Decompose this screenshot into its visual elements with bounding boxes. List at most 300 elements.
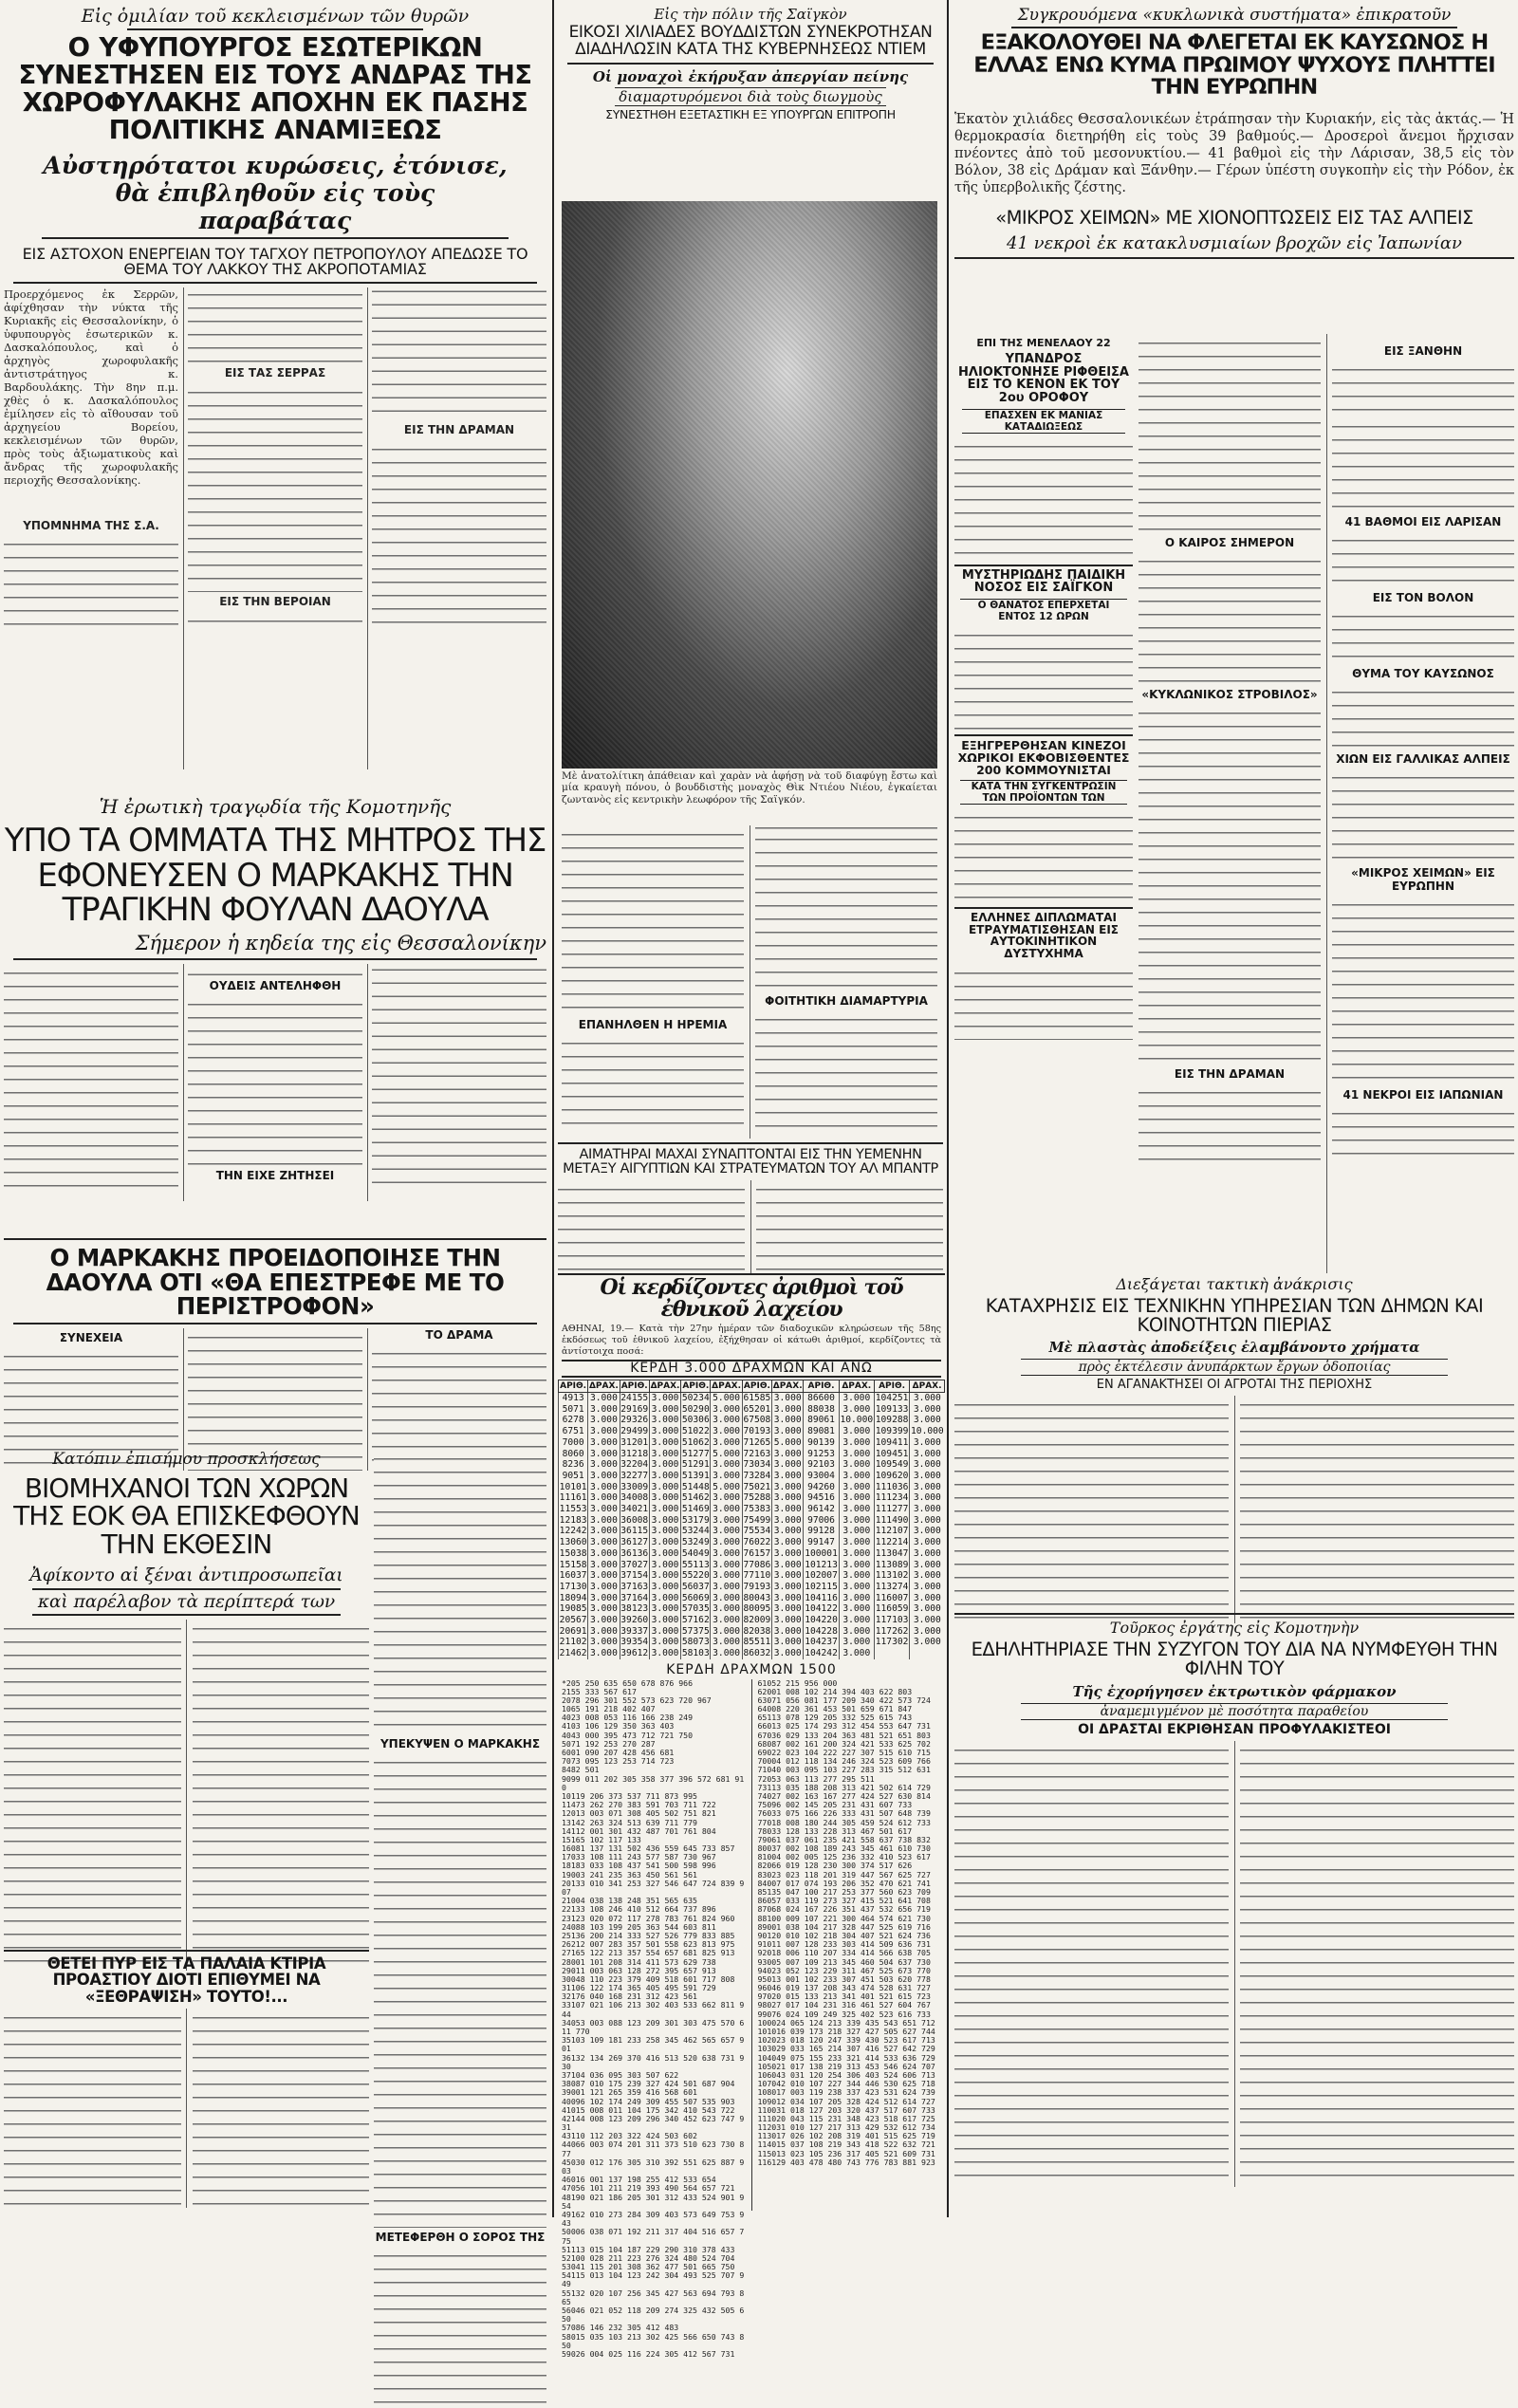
table-row (559, 1615, 945, 1626)
table-cell: 58103 (681, 1648, 710, 1659)
table-cell: 3.000 (649, 1404, 680, 1416)
table-cell: 3.000 (772, 1593, 804, 1604)
table-cell: 15038 (559, 1547, 587, 1559)
article-text-lines (372, 440, 546, 630)
lottery-table-3000 (558, 1380, 945, 1659)
table-cell: 50290 (681, 1403, 710, 1415)
table-cell: 50234 (681, 1392, 710, 1403)
table-cell: 21462 (559, 1648, 587, 1659)
article-body (562, 825, 937, 1139)
article-komotini-poisoning (954, 1613, 1514, 2187)
table-cell: 10101 (559, 1481, 587, 1492)
article-text-lines (755, 830, 937, 991)
subheadline: Ο ΘΑΝΑΤΟΣ ΕΠΕΡΧΕΤΑΙ ΕΝΤΟΣ 12 ΩΡΩΝ (960, 599, 1127, 622)
lottery-list-left: *205 250 635 650 678 876 966 2155 333 567 617 2078 296 301 552 573 623 720 967 1065 191 218 402 407 4023 008 053 116 166 238 249 4103 106 129 350 363 403 4043 000 395 473 712 721 750 5071 192 253 270 287 6001 090 207 428 456 681 7073 095 123 253 714 723 8482 501 9099 011 202 305 358 377 396 572 681 910 10119 206 373 537 711 873 995 11473 262 270 383 591 703 711 722 12013 003 071 308 405 502 751 821 13142 263 324 513 639 711 779 14112 001 301 432 487 701 761 804 15165 102 117 133 16081 137 131 502 436 559 645 733 857 17033 108 111 243 577 587 730 967 18183 033 108 437 541 500 598 996 19003 241 235 363 450 561 561 20133 010 341 253 327 546 647 724 839 907 21004 038 138 248 351 565 635 22133 108 246 410 512 664 737 896 23123 020 072 117 278 783 761 824 960 24088 103 199 205 363 544 603 811 25136 200 214 333 527 526 779 833 885 26212 007 283 357 501 558 623 813 975 27165 122 213 357 554 657 681 825 913 28001 101 208 314 411 573 629 738 29011 003 063 128 272 395 657 913 30048 110 223 379 409 518 601 717 808 31106 122 174 365 405 495 591 729 32176 040 168 231 312 423 561 33107 021 106 213 302 403 533 662 811 944 34053 003 088 123 209 301 303 475 570 611 770 35103 109 181 233 258 345 462 565 657 901 36132 134 269 370 416 513 520 638 731 930 37104 036 095 303 507 622 38087 010 175 239 327 424 501 687 904 39001 121 265 359 416 568 601 40096 102 174 249 309 455 507 535 903 41015 008 011 104 175 342 410 543 722 42144 008 123 209 296 340 452 623 747 931 43110 112 203 322 424 503 602 44066 003 074 201 311 373 510 623 730 877 45030 012 176 305 310 392 551 625 887 903 46016 001 137 198 255 412 533 654 47056 101 211 219 393 490 564 657 721 48190 021 186 205 301 312 433 524 901 954 49162 010 273 284 309 403 573 649 753 943 50006 038 071 192 211 317 404 516 657 775 51113 015 104 187 229 290 310 378 433 52100 028 211 223 276 324 480 524 704 53041 115 201 308 362 477 501 665 750 54115 013 104 123 242 304 493 525 707 949 55132 020 107 256 345 427 563 694 793 865 56046 021 052 118 209 274 325 432 505 650 57086 146 232 305 412 483 58015 035 103 213 302 425 566 650 743 850 59026 004 025 116 224 305 412 567 731 (562, 1677, 745, 2359)
table-cell: 77086 (743, 1559, 771, 1570)
table-row (559, 1392, 945, 1403)
section-head: 41 ΒΑΘΜΟΙ ΕΙΣ ΛΑΡΙΣΑΝ (1344, 515, 1502, 528)
table-cell: 3.000 (839, 1537, 874, 1548)
table-cell: 18094 (559, 1592, 587, 1603)
table-cell: 3.000 (839, 1626, 874, 1638)
boxed-briefs (954, 334, 1133, 1040)
table-cell: 109451 (875, 1448, 909, 1459)
table-cell: 3.000 (839, 1570, 874, 1582)
table-cell: 29169 (620, 1403, 649, 1415)
table-cell: 113102 (875, 1570, 909, 1582)
table-cell: 90139 (804, 1437, 839, 1449)
table-cell: 3.000 (772, 1504, 804, 1515)
subheadline: ἀναμεμιγμένον μὲ ποσότητα παραθείου (1021, 1703, 1448, 1720)
table-cell: 31218 (620, 1448, 649, 1459)
table-cell: 96142 (804, 1504, 839, 1515)
table-cell: 3.000 (588, 1582, 620, 1593)
subheadline: πρὸς ἐκτέλεσιν ἀνυπάρκτων ἔργων ὁδοποιίας (1021, 1359, 1448, 1376)
table-cell: 3.000 (910, 1537, 945, 1548)
table-cell: 3.000 (839, 1560, 874, 1571)
table-cell: 3.000 (772, 1404, 804, 1416)
table-cell: 36127 (620, 1537, 649, 1548)
article-text-lines (1332, 896, 1514, 1085)
table-cell: 3.000 (839, 1426, 874, 1437)
subheadline: Τῆς ἐχορήγησεν ἐκτρωτικὸν φάρμακον (1072, 1682, 1397, 1700)
table-cell: 24155 (620, 1392, 649, 1403)
table-cell: 117302 (875, 1637, 909, 1648)
col-header-amount: ΔΡΑΧ. (910, 1380, 945, 1392)
table-cell: 3.000 (910, 1603, 945, 1615)
table-cell: 117103 (875, 1615, 909, 1626)
table-cell: 3.000 (711, 1637, 742, 1648)
table-cell: 116059 (875, 1603, 909, 1615)
table-cell: 51391 (681, 1470, 710, 1481)
table-row (559, 1526, 945, 1537)
article-text-lines (1332, 531, 1514, 588)
table-cell: 29499 (620, 1426, 649, 1437)
article-eec-industrialists (4, 1450, 369, 1971)
table-cell: 3.000 (588, 1437, 620, 1449)
column-rule (751, 1679, 752, 2211)
table-cell: 51469 (681, 1504, 710, 1515)
table-cell: 55220 (681, 1570, 710, 1582)
table-cell: 3.000 (711, 1582, 742, 1593)
table-cell: 3.000 (839, 1637, 874, 1648)
table-cell: 3.000 (772, 1449, 804, 1460)
headline: ΒΙΟΜΗΧΑΝΟΙ ΤΩΝ ΧΩΡΩΝ ΤΗΣ ΕΟΚ ΘΑ ΕΠΙΣΚΕΦΘΟΥΝ ΤΗΝ ΕΚΘΕΣΙΝ (13, 1473, 360, 1560)
article-text-lines (374, 1753, 546, 2228)
table-cell: 104228 (805, 1625, 838, 1637)
table-cell: 3.000 (711, 1548, 742, 1560)
article-text-lines (954, 808, 1133, 903)
table-cell: 13060 (559, 1537, 587, 1548)
kicker: Διεξάγεται τακτικὴ ἀνάκρισις (1116, 1275, 1353, 1293)
lottery-list-right: 61052 215 956 000 62001 008 102 214 394 403 622 803 63071 056 081 177 209 340 422 573 724 64008 220 361 453 501 659 671 847 65113 078 129 205 332 525 615 743 66013 025 174 293 312 454 553 647 731 67036 029 133 204 363 481 521 651 803 68087 002 161 200 324 421 533 625 702 69022 023 104 222 227 307 515 610 715 70004 012 118 134 246 324 523 609 766 71040 003 095 103 227 283 315 512 631 72053 063 113 277 295 511 73113 035 188 208 313 421 502 614 729 74027 002 163 167 277 424 527 630 814 75096 002 145 205 231 431 607 733 76033 075 166 226 333 431 507 648 739 77018 008 180 244 305 459 524 612 733 78033 128 133 228 313 467 501 617 79061 037 061 235 421 558 637 738 832 80037 002 108 189 243 345 461 610 730 81004 002 005 125 236 332 410 523 617 82066 019 128 230 300 374 517 626 83023 023 118 201 319 447 567 625 727 84007 017 074 193 206 352 470 621 741 85135 047 100 217 253 377 560 623 709 86057 033 119 273 327 415 521 641 708 87068 024 167 226 351 437 532 656 719 88100 009 107 221 300 464 574 621 730 89001 038 104 217 328 447 525 619 716 90120 010 102 218 304 407 521 624 736 91011 007 128 233 303 414 509 636 731 92018 006 110 207 334 414 566 638 705 93005 007 109 213 345 460 504 637 730 94023 052 123 229 311 467 525 673 770 95013 001 102 233 307 451 503 620 778 96046 019 137 208 343 474 528 631 727 97020 015 133 213 341 401 521 615 723 98027 017 104 231 316 461 527 604 767 99076 024 109 249 325 402 523 616 733 100024 065 124 213 339 435 543 651 712 101016 039 173 218 327 427 505 627 744 102023 018 120 247 339 430 523 617 713 103029 033 165 214 307 416 527 642 729 104049 075 155 233 321 414 533 636 729 105021 017 138 219 313 453 546 624 707 106043 031 120 254 306 403 524 606 713 107042 010 107 227 344 446 530 625 718 108017 003 119 238 337 423 531 624 739 109012 034 107 205 328 424 512 614 727 110031 018 127 203 320 437 517 607 733 111020 043 115 231 348 423 518 617 725 112031 010 127 217 313 429 532 612 734 113017 026 102 208 319 401 515 625 719 114015 037 108 219 343 418 522 632 721 115013 023 105 236 317 405 521 609 731 116129 403 478 480 743 776 783 881 923 (757, 1677, 935, 2167)
section-head: 41 ΝΕΚΡΟΙ ΕΙΣ ΙΑΠΩΝΙΑΝ (1342, 1088, 1504, 1102)
table-cell: 102007 (805, 1570, 838, 1582)
article-text-lines (4, 2009, 181, 2208)
lottery-intro: ΑΘΗΝΑΙ, 19.— Κατὰ τὴν 27ην ἡμέραν τῶν διαδοχικῶν κληρώσεων τῆς 58ης ἐκδόσεως τοῦ ἐθνικοῦ λαχείου, ἐξήχθησαν οἱ κάτωθι ἀριθμοί, κερδίζοντες τὰ ἀντίστοιχα ποσά: (562, 1324, 941, 1357)
table-cell: 3.000 (910, 1548, 945, 1560)
table-cell: 77110 (743, 1570, 771, 1582)
table-cell: 36136 (620, 1547, 649, 1559)
table-cell: 3.000 (910, 1415, 945, 1426)
subheadline: διαμαρτυρόμενοι διὰ τοὺς διωγμοὺς (615, 87, 886, 106)
table-cell: 3.000 (588, 1526, 620, 1537)
table-cell: 3.000 (839, 1582, 874, 1593)
table-cell: 117262 (875, 1625, 909, 1637)
article-pieria-embezzlement (954, 1275, 1514, 1623)
article-text-lines (1332, 683, 1514, 750)
table-cell: 3.000 (772, 1560, 804, 1571)
table-cell: 3.000 (772, 1570, 804, 1582)
article-text-lines (1332, 361, 1514, 417)
article-text-lines (954, 1396, 1229, 1623)
table-cell: 6751 (559, 1426, 588, 1437)
table-cell: 3.000 (649, 1504, 680, 1515)
table-cell: 76022 (743, 1537, 771, 1548)
table-row (559, 1404, 945, 1416)
table-cell: 3.000 (649, 1582, 680, 1593)
article-body (4, 1620, 369, 1971)
article-text-lines (1332, 607, 1514, 664)
table-cell: 5.000 (711, 1449, 742, 1460)
col-header-number: ΑΡΙΘ. (620, 1380, 648, 1391)
table-cell: 99147 (804, 1537, 839, 1548)
table-cell: 109133 (875, 1403, 909, 1415)
table-cell: 3.000 (588, 1560, 620, 1571)
headline: ΚΑΤΑΧΡΗΣΙΣ ΕΙΣ ΤΕΧΝΙΚΗΝ ΥΠΗΡΕΣΙΑΝ ΤΩΝ ΔΗΜΩΝ ΚΑΙ ΚΟΙΝΟΤΗΤΩΝ ΠΙΕΡΙΑΣ (985, 1295, 1484, 1337)
table-cell: 111277 (875, 1504, 909, 1515)
article-text-lines (188, 383, 362, 592)
table-cell: 97006 (804, 1515, 839, 1527)
table-cell: 3.000 (910, 1560, 945, 1571)
table-cell: 76157 (743, 1547, 771, 1559)
table-cell: 5.000 (711, 1392, 742, 1403)
col-header-amount: ΔΡΑΧ. (839, 1380, 874, 1392)
table-cell: 12183 (559, 1514, 587, 1526)
article-undersecretary (4, 6, 546, 769)
kicker: Εἰς ὁμιλίαν τοῦ κεκλεισμένων τῶν θυρῶν (81, 6, 470, 27)
table-cell: 3.000 (649, 1415, 680, 1426)
table-cell: 89081 (804, 1426, 839, 1437)
table-cell: 3.000 (839, 1482, 874, 1493)
table-row (559, 1426, 945, 1437)
table-cell: 32277 (620, 1470, 649, 1481)
divider (127, 28, 423, 30)
article-body (4, 964, 546, 1201)
table-cell: 3.000 (588, 1570, 620, 1582)
table-cell: 3.000 (588, 1492, 620, 1504)
section-head: ΕΙΣ ΤΗΝ ΒΕΡΟΙΑΝ (219, 594, 331, 608)
col-header-amount: ΔΡΑΧ. (772, 1380, 803, 1391)
table-cell: 56037 (681, 1581, 710, 1592)
table-cell: 70193 (743, 1426, 771, 1437)
table-cell: 86600 (804, 1392, 839, 1403)
table-cell: 57035 (681, 1603, 710, 1615)
table-cell: 39260 (620, 1615, 649, 1626)
article-text-lines (954, 437, 1133, 561)
table-cell: 33009 (620, 1481, 649, 1492)
table-cell: 3.000 (649, 1626, 680, 1638)
headline: Ο ΜΑΡΚΑΚΗΣ ΠΡΟΕΙΔΟΠΟΙΗΣΕ ΤΗΝ ΔΑΟΥΛΑ ΟΤΙ «ΘΑ ΕΠΕΣΤΡΕΦΕ ΜΕ ΤΟ ΠΕΡΙΣΤΡΟΦΟΝ» (46, 1244, 505, 1321)
table-cell: 3.000 (588, 1504, 620, 1515)
table-cell: 3.000 (910, 1526, 945, 1537)
article-text-lines (1240, 1396, 1514, 1623)
table-cell: 20691 (559, 1625, 587, 1637)
headline: ΑΙΜΑΤΗΡΑΙ ΜΑΧΑΙ ΣΥΝΑΠΤΟΝΤΑΙ ΕΙΣ ΤΗΝ ΥΕΜΕΝΗΝ ΜΕΤΑΞΥ ΑΙΓΥΠΤΙΩΝ ΚΑΙ ΣΤΡΑΤΕΥΜΑΤΩΝ ΤΟΥ ΑΛ ΜΠΑΝΤΡ (563, 1147, 938, 1177)
table-cell: 8060 (559, 1449, 588, 1460)
article-body (1138, 334, 1514, 1273)
table-cell: 104242 (805, 1648, 838, 1659)
table-cell: 82038 (743, 1625, 771, 1637)
table-cell: 3.000 (588, 1449, 620, 1460)
table-row (559, 1560, 945, 1571)
table-cell: 3.000 (772, 1515, 804, 1527)
table-cell: 51291 (681, 1459, 710, 1471)
col-header-number: ΑΡΙΘ. (560, 1380, 587, 1391)
table-cell: 3.000 (588, 1515, 620, 1527)
table-cell: 3.000 (772, 1537, 804, 1548)
table-cell: 15158 (559, 1559, 587, 1570)
table-cell: 3.000 (772, 1392, 804, 1403)
col-header-number: ΑΡΙΘ. (682, 1380, 710, 1391)
col-header-number: ΑΡΙΘ. (743, 1380, 770, 1391)
article-body (4, 287, 546, 769)
article-heatwave (954, 6, 1514, 259)
table-cell: 109288 (875, 1415, 909, 1426)
table-cell: 3.000 (839, 1615, 874, 1626)
table-cell: 3.000 (711, 1615, 742, 1626)
article-text-lines (954, 626, 1133, 731)
table-cell: 3.000 (910, 1515, 945, 1527)
photo-caption: Μὲ ἀνατολίτικη ἀπάθειαν καὶ χαρὰν νὰ ἀφήσῃ νὰ τοῦ διαφύγῃ ἔστω καὶ μία κραυγὴ πόνου, ὁ βουδδιστὴς μοναχὸς Θὶκ Ντιέου Νιέου, ἐγκαίεται ζωντανὸς εἰς κεντρικὴν λεωφόρον τῆς Σαϊγκόν. (562, 770, 937, 806)
table-cell: 72163 (743, 1448, 771, 1459)
divider (13, 282, 537, 284)
article-text-lines (562, 825, 744, 1015)
deck: ΕΙΣ ΑΣΤΟΧΟΝ ΕΝΕΡΓΕΙΑΝ ΤΟΥ ΤΑΓΧΟΥ ΠΕΤΡΟΠΟΥΛΟΥ ΑΠΕΔΩΣΕ ΤΟ ΘΕΜΑ ΤΟΥ ΛΑΚΚΟΥ ΤΗΣ ΑΚΡΟΠΟΤΑΜΙΑΣ (22, 244, 528, 279)
lottery-list-1500 (562, 1677, 941, 2359)
table-cell: 3.000 (649, 1615, 680, 1626)
table-cell: 3.000 (649, 1637, 680, 1648)
table-cell: 53249 (681, 1537, 710, 1548)
table-cell: 3.000 (711, 1492, 742, 1504)
news-photo-self-immolation (562, 201, 937, 769)
table-cell: 104251 (875, 1392, 909, 1403)
table-cell: 67508 (743, 1415, 771, 1426)
kicker: Συγκρουόμενα «κυκλωνικὰ συστήματα» ἐπικρατοῦν (1017, 6, 1452, 25)
article-text-lines (755, 1010, 937, 1134)
table-cell (874, 1648, 909, 1659)
article-text: Προερχόμενος ἐκ Σερρῶν, ἀφίχθησαν τὴν νύκτα τῆς Κυριακῆς εἰς Θεσσαλονίκην, ὁ ὑφυπουργὸς ἐσωτερικῶν κ. Δασκαλόπουλος, καὶ ὁ ἀρχηγὸς χωροφυλακῆς ἀντιστράτηγος κ. Βαρδουλάκης. Τὴν 8ην π.μ. χθὲς ὁ κ. Δασκαλόπουλος ἐμίλησεν εἰς τὸ αἴθουσαν τοῦ ἀρχηγείου Βορείου, κεκλεισμένων τῶν θυρῶν, πρὸς τοὺς ἀξιωματικοὺς καὶ ἄνδρας τῆς χωροφυλακῆς περιοχῆς Θεσσαλονίκης. (4, 287, 178, 488)
table-cell: 3.000 (910, 1492, 945, 1504)
table-cell: 31201 (620, 1436, 649, 1448)
table-cell: 3.000 (649, 1459, 680, 1471)
table-cell: 34021 (620, 1504, 649, 1515)
table-cell: 3.000 (910, 1482, 945, 1493)
table-cell: 51277 (681, 1448, 710, 1459)
table-cell: 3.000 (910, 1626, 945, 1638)
table-cell: 3.000 (910, 1437, 945, 1449)
table-cell: 3.000 (910, 1637, 945, 1648)
table-cell: 86032 (743, 1648, 771, 1659)
subheadline: Ἀφίκοντο αἱ ξέναι ἀντιπροσωπεῖαι (29, 1565, 343, 1586)
table-cell: 3.000 (588, 1615, 620, 1626)
table-cell: 3.000 (772, 1471, 804, 1482)
table-cell: 3.000 (772, 1648, 804, 1659)
section-head: ΕΙΣ ΤΗΝ ΔΡΑΜΑΝ (1174, 1067, 1286, 1081)
table-cell: 111036 (875, 1481, 909, 1492)
table-cell: 3.000 (772, 1615, 804, 1626)
table-cell: 101213 (805, 1559, 838, 1570)
table-cell: 99128 (804, 1526, 839, 1537)
table-cell: 111490 (875, 1514, 909, 1526)
table-cell: 50306 (681, 1415, 710, 1426)
article-text-lines (1332, 1104, 1514, 1161)
table-cell (910, 1648, 945, 1659)
table-cell: 116007 (875, 1592, 909, 1603)
table-cell: 3.000 (711, 1504, 742, 1515)
table-row (559, 1515, 945, 1527)
article-markakis-warning (4, 1238, 546, 1471)
table-cell: 3.000 (588, 1459, 620, 1471)
table-cell: 16037 (559, 1570, 587, 1582)
table-cell: 3.000 (772, 1526, 804, 1537)
section-head: ΕΙΣ ΤΑΣ ΣΕΡΡΑΣ (224, 366, 326, 380)
table-cell: 17130 (559, 1581, 587, 1592)
table-cell: 57375 (681, 1625, 710, 1637)
divider (567, 63, 934, 65)
table-cell: 94516 (804, 1492, 839, 1504)
article-text-lines (1240, 1741, 1514, 2187)
table-cell: 34008 (620, 1492, 649, 1504)
table-cell: 10.000 (840, 1415, 874, 1426)
table-cell: 75288 (743, 1492, 771, 1504)
table-cell: 19085 (559, 1603, 587, 1615)
table-row (559, 1582, 945, 1593)
table-cell: 37154 (620, 1570, 649, 1582)
subheadline: καὶ παρέλαβον τὰ περίπτερά των (32, 1588, 341, 1616)
article-saigon-buddhists (558, 6, 943, 120)
left-column (0, 0, 550, 2244)
table-cell: 38123 (620, 1603, 649, 1615)
table-cell: 3.000 (711, 1603, 742, 1615)
col-header-number: ΑΡΙΘ. (804, 1380, 839, 1392)
table-cell: 3.000 (588, 1426, 620, 1437)
table-cell: 3.000 (772, 1426, 804, 1437)
table-cell: 51462 (681, 1492, 710, 1504)
table-cell: 56069 (681, 1592, 710, 1603)
article-continuation-block (374, 1450, 546, 2408)
article-body (954, 1741, 1514, 2187)
table-cell: 3.000 (588, 1404, 620, 1416)
table-cell: 3.000 (772, 1626, 804, 1638)
table-cell: 61585 (743, 1392, 771, 1403)
table-cell: 3.000 (711, 1537, 742, 1548)
article-suburb-fire (4, 1950, 369, 2208)
article-text-lines (1138, 704, 1321, 1065)
table-cell: 8236 (559, 1459, 588, 1471)
article-continuation (4, 491, 178, 515)
table-cell: 39337 (620, 1625, 649, 1637)
table-row (559, 1504, 945, 1515)
table-cell: 3.000 (711, 1404, 742, 1416)
table-cell: 104122 (805, 1603, 838, 1615)
table-title: ΚΕΡΔΗ ΔΡΑΧΜΩΝ 1500 (666, 1661, 837, 1677)
subheadline: θὰ ἐπιβληθοῦν εἰς τοὺς παραβάτας (42, 179, 509, 239)
table-cell: 58073 (681, 1637, 710, 1648)
table-cell: 3.000 (839, 1471, 874, 1482)
article-text-lines (1332, 417, 1514, 512)
section-head: «ΜΙΚΡΟΣ ΧΕΙΜΩΝ» ΕΙΣ ΕΥΡΩΠΗΝ (1351, 866, 1495, 893)
table-row (559, 1537, 945, 1548)
table-cell: 100001 (805, 1547, 838, 1559)
table-cell: 3.000 (649, 1449, 680, 1460)
table-cell: 91253 (804, 1449, 839, 1460)
table-row (559, 1648, 945, 1659)
article-text-lines (374, 1450, 546, 1734)
table-cell: 3.000 (711, 1626, 742, 1638)
lottery-section (558, 1273, 945, 2359)
table-cell: 75021 (743, 1481, 771, 1492)
section-head: ΕΠΙ ΤΗΣ ΜΕΝΕΛΑΟΥ 22 (976, 337, 1111, 349)
table-cell: 3.000 (772, 1459, 804, 1471)
table-row (559, 1437, 945, 1449)
table-cell: 3.000 (711, 1515, 742, 1527)
table-row (559, 1548, 945, 1560)
table-cell: 3.000 (649, 1648, 680, 1659)
table-cell: 3.000 (910, 1459, 945, 1471)
subheadline: Αὐστηρότατοι κυρώσεις, ἐτόνισε, (43, 151, 508, 179)
article-komotini-tragedy (4, 795, 546, 1201)
section-head: Ο ΚΑΙΡΟΣ ΣΗΜΕΡΟΝ (1164, 536, 1295, 549)
table-cell: 10.000 (911, 1426, 944, 1437)
table-cell: 3.000 (649, 1570, 680, 1582)
table-cell: 3.000 (588, 1637, 620, 1648)
table-cell: 39354 (620, 1637, 649, 1648)
lead-paragraph: Ἑκατὸν χιλιάδες Θεσσαλονικέων ἐτράπησαν τὴν Κυριακήν, εἰς τὰς ἀκτάς.— Ἡ θερμοκρασία διετηρήθη εἰς τοὺς 39 βαθμούς.— Δροσεροὶ ἄνεμοι ἤρχισαν πνέοντες ἀπὸ τοῦ μεσονυκτίου.— 41 βαθμοὶ εἰς τὴν Λάρισαν, 38,5 εἰς τὸν Βόλον, 38 εἰς Δράμαν καὶ Ξάνθην.— Γέρων ὑπέστη συγκοπὴν εἰς τὴν Ρόδον, ἐκ τῆς ὑπερβολικῆς ζέστης. (954, 111, 1514, 196)
table-row (559, 1482, 945, 1493)
table-cell: 32204 (620, 1459, 649, 1471)
headline: Οἱ κερδίζοντες ἀριθμοὶ τοῦ ἐθνικοῦ λαχείου (600, 1275, 903, 1323)
column-rule (947, 0, 949, 2217)
article-body (954, 1396, 1514, 1623)
table-cell: 89061 (804, 1415, 839, 1426)
kicker: Κατόπιν ἐπισήμου προσκλήσεως (52, 1450, 321, 1469)
table-cell: 113089 (875, 1559, 909, 1570)
table-cell: 3.000 (649, 1492, 680, 1504)
table-cell: 3.000 (649, 1537, 680, 1548)
table-cell: 3.000 (649, 1392, 680, 1403)
kicker: Εἰς τὴν πόλιν τῆς Σαϊγκὸν (654, 6, 847, 23)
section-head: ΜΕΤΕΦΕΡΘΗ Ο ΣΟΡΟΣ ΤΗΣ (375, 2231, 546, 2244)
table-cell: 3.000 (839, 1459, 874, 1471)
article-body (4, 2009, 369, 2208)
article-text-lines (4, 1620, 181, 1971)
subheadline: Οἱ μοναχοὶ ἐκήρυξαν ἀπεργίαν πείνης (592, 67, 909, 85)
subheadline: ΕΠΑΣΧΕΝ ΕΚ ΜΑΝΙΑΣ ΚΑΤΑΔΙΩΞΕΩΣ (962, 409, 1125, 434)
table-cell: 3.000 (711, 1437, 742, 1449)
table-cell: 3.000 (839, 1593, 874, 1604)
section-head: ΤΟ ΔΡΑΜΑ (425, 1328, 493, 1343)
table-cell: 109399 (875, 1426, 909, 1437)
table-cell: 3.000 (839, 1526, 874, 1537)
table-cell: 51062 (681, 1436, 710, 1448)
subheadline: «ΜΙΚΡΟΣ ΧΕΙΜΩΝ» ΜΕ ΧΙΟΝΟΠΤΩΣΕΙΣ ΕΙΣ ΤΑΣ ΑΛΠΕΙΣ (995, 206, 1473, 229)
table-cell: 88038 (804, 1404, 839, 1416)
table-cell: 3.000 (649, 1437, 680, 1449)
divider (13, 1323, 537, 1324)
section-head: ΟΥΔΕΙΣ ΑΝΤΕΛΗΦΘΗ (209, 979, 342, 993)
deck: ΟΙ ΔΡΑΣΤΑΙ ΕΚΡΙΘΗΣΑΝ ΠΡΟΦΥΛΑΚΙΣΤΕΟΙ (1078, 1721, 1391, 1737)
table-cell: 4913 (559, 1392, 588, 1403)
